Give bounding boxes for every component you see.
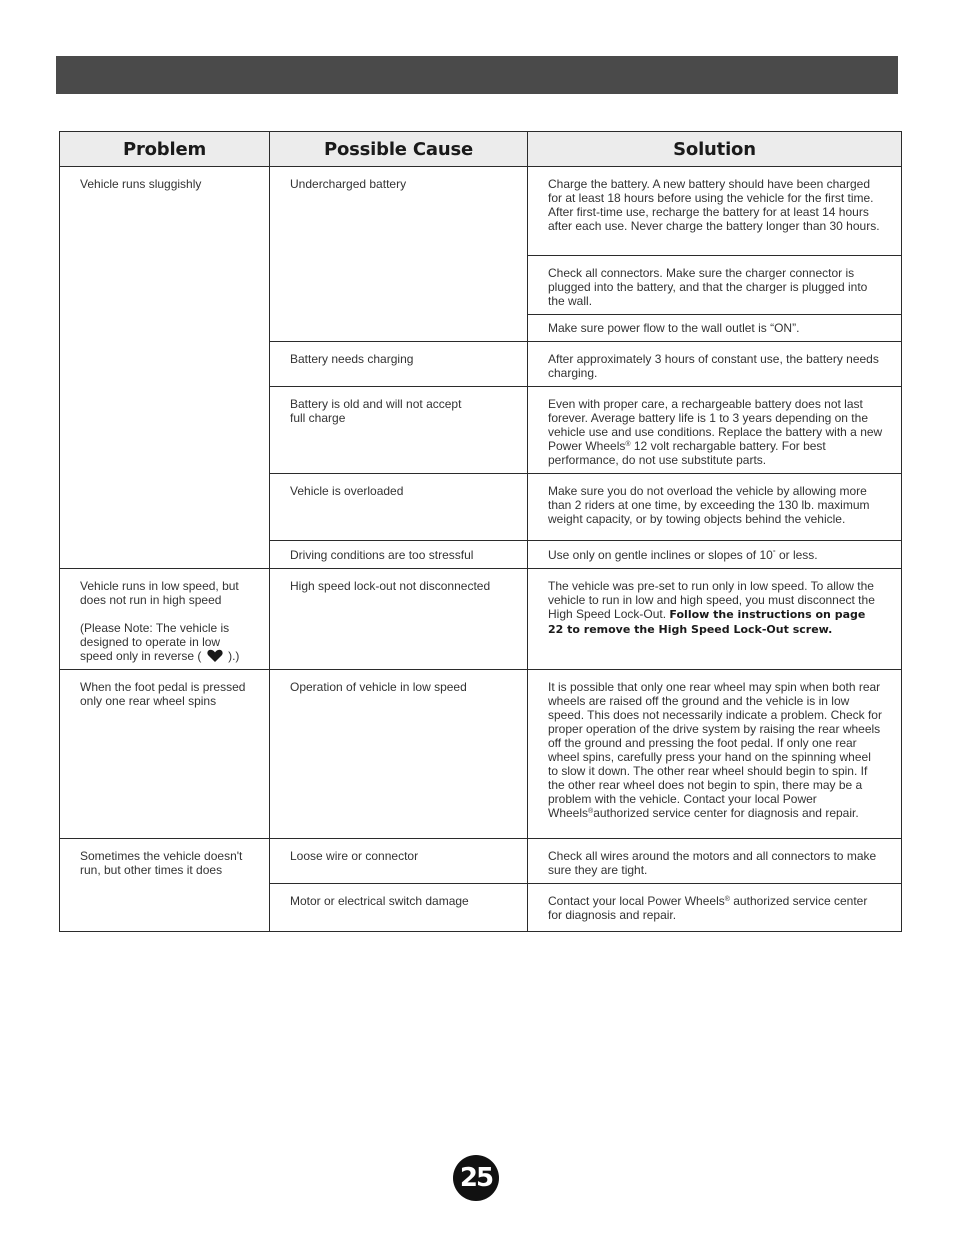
solution-cell	[528, 839, 902, 884]
table-row	[60, 670, 902, 839]
cause-cell	[270, 884, 528, 932]
problem-cell	[60, 569, 270, 670]
troubleshooting-table	[59, 131, 902, 932]
problem-note	[80, 621, 255, 663]
solution-cell	[528, 315, 902, 342]
table-row	[60, 839, 902, 884]
cause-text: Battery needs charging	[290, 352, 414, 366]
cause-text-line: Battery is old and will not accept	[290, 397, 462, 411]
solution-text: It is possible that only one rear wheel may spin when both rear wheels are raised off the ground and the vehicle is in low speed. This does not necessarily indicate a problem. Check for proper operation of the drive system by raising the rear wheels off the ground and pressing the foot pedal. If only one rear wheel spins, carefully press your hand on the spinning wheel to slow it down. The other rear wheel should begin to spin. If the other rear wheel does not begin to spin, there may be a problem with the vehicle. Contact your local Power Wheels	[548, 680, 882, 820]
problem-note-text: ).)	[228, 649, 240, 663]
solution-text: Use only on gentle inclines or slopes of 10	[548, 548, 773, 562]
solution-text: Charge the battery. A new battery should have been charged for at least 18 hours before using the vehicle for the first time. After first-time use, recharge the battery for at least 14 hours after each use. Never charge the battery longer than 30 hours.	[548, 177, 880, 233]
table-row	[60, 167, 902, 256]
solution-text: Make sure you do not overload the vehicle by allowing more than 2 riders at one time, by exceeding the 130 lb. maximum weight capacity, or by towing objects behind the vehicle.	[548, 484, 870, 526]
cause-text: Operation of vehicle in low speed	[290, 680, 467, 694]
solution-cell	[528, 256, 902, 315]
solution-cell	[528, 541, 902, 569]
solution-text: authorized service center for diagnosis and repair.	[548, 894, 868, 922]
problem-text: Sometimes the vehicle doesn't run, but other times it does	[80, 849, 243, 877]
cause-text: Undercharged battery	[290, 177, 407, 191]
solution-column-header: Solution	[528, 132, 902, 167]
solution-text: Check all connectors. Make sure the charger connector is plugged into the battery, and that the charger is plugged into the wall.	[548, 266, 868, 308]
solution-bold-text: Follow the instructions on page 22 to remove the High Speed Lock-Out screw.	[548, 608, 866, 636]
cause-cell	[270, 569, 528, 670]
cause-cell	[270, 541, 528, 569]
table-header-row	[60, 132, 902, 167]
cause-cell	[270, 167, 528, 342]
problem-text: Vehicle runs sluggishly	[80, 177, 202, 191]
cause-cell	[270, 839, 528, 884]
solution-text: After approximately 3 hours of constant use, the battery needs charging.	[548, 352, 879, 380]
problem-text: Vehicle runs in low speed, but does not run in high speed	[80, 579, 239, 607]
cause-text: Driving conditions are too stressful	[290, 548, 474, 562]
cause-text-line: full charge	[290, 411, 346, 425]
solution-text: authorized service center for diagnosis and repair.	[593, 806, 859, 820]
solution-cell	[528, 569, 902, 670]
cause-cell	[270, 387, 528, 474]
solution-cell	[528, 387, 902, 474]
header-bar	[56, 56, 898, 94]
table-row	[60, 569, 902, 670]
solution-cell	[528, 167, 902, 256]
cause-text: Loose wire or connector	[290, 849, 419, 863]
solution-text: Even with proper care, a rechargeable battery does not last forever. Average battery life is 1 to 3 years depending on the vehicle use and use conditions. Replace the battery with a new Power Wheels	[548, 397, 883, 453]
reverse-gear-icon	[207, 649, 223, 662]
solution-cell	[528, 474, 902, 541]
cause-text: Vehicle is overloaded	[290, 484, 404, 498]
solution-text: 12 volt rechargable battery. For best performance, do not use substitute parts.	[548, 439, 826, 467]
page-number-badge: 25	[453, 1155, 499, 1201]
solution-text: Make sure power flow to the wall outlet is “ON”.	[548, 321, 800, 335]
cause-column-header: Possible Cause	[270, 132, 528, 167]
solution-cell	[528, 342, 902, 387]
problem-cell	[60, 167, 270, 569]
problem-note-text: (Please Note: The vehicle is designed to operate in low speed only in reverse (	[80, 621, 230, 663]
solution-cell	[528, 670, 902, 839]
cause-cell	[270, 342, 528, 387]
cause-text: Motor or electrical switch damage	[290, 894, 469, 908]
registered-mark: ®	[588, 808, 594, 815]
solution-text: The vehicle was pre-set to run only in low speed. To allow the vehicle to run in low and high speed, you must disconnect the High Speed Lock-Out.	[548, 579, 875, 621]
cause-cell	[270, 670, 528, 839]
solution-text: Check all wires around the motors and all connectors to make sure they are tight.	[548, 849, 877, 877]
problem-column-header: Problem	[60, 132, 270, 167]
solution-text: or less.	[775, 548, 818, 562]
solution-cell	[528, 884, 902, 932]
cause-text: High speed lock-out not disconnected	[290, 579, 491, 593]
cause-cell	[270, 474, 528, 541]
problem-cell	[60, 670, 270, 839]
problem-cell	[60, 839, 270, 932]
degree-mark: °	[772, 550, 776, 557]
registered-mark: ®	[625, 441, 631, 448]
registered-mark: ®	[724, 896, 730, 903]
solution-text: Contact your local Power Wheels	[548, 894, 725, 908]
problem-text: When the foot pedal is pressed only one rear wheel spins	[80, 680, 246, 708]
